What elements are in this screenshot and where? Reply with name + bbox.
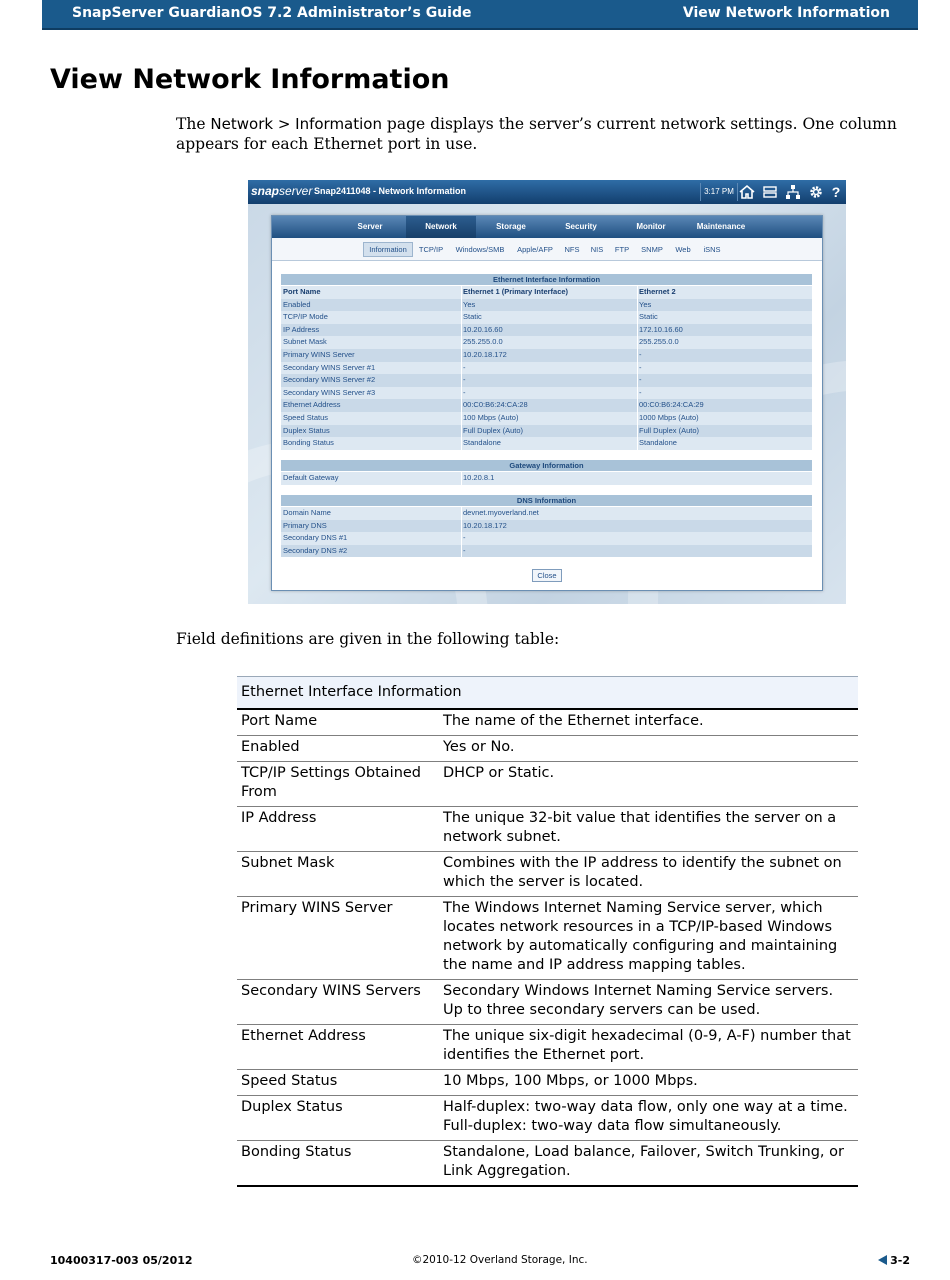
intro-menu-path: Network > Information bbox=[210, 115, 382, 133]
info-row bbox=[281, 374, 812, 387]
info-value: 172.10.16.60 bbox=[639, 324, 683, 334]
table-row bbox=[237, 1025, 858, 1070]
field-description: Standalone, Load balance, Failover, Switch Trunking, or Link Aggregation. bbox=[435, 1141, 858, 1187]
back-arrow-icon[interactable] bbox=[878, 1255, 887, 1265]
info-value: - bbox=[463, 545, 466, 555]
snapserver-logo: snapserver bbox=[251, 184, 313, 198]
info-row bbox=[281, 520, 812, 533]
guide-title: SnapServer GuardianOS 7.2 Administrator’s Guide bbox=[72, 5, 472, 21]
svg-text:?: ? bbox=[831, 184, 841, 200]
gateway-section-title: Gateway Information bbox=[281, 460, 812, 471]
subtab-isns[interactable]: iSNS bbox=[703, 245, 721, 254]
field-name: Bonding Status bbox=[237, 1141, 435, 1187]
field-name: Enabled bbox=[237, 736, 435, 762]
info-value: Static bbox=[639, 312, 658, 322]
intro-text-1: The bbox=[176, 115, 211, 133]
field-description: The Windows Internet Naming Service server, which locates network resources in a TCP/IP-based Windows network by automatically configuring and maintaining the name and IP address mapping tables. bbox=[435, 897, 858, 980]
subtab-nis[interactable]: NIS bbox=[590, 245, 604, 254]
table-row bbox=[237, 1141, 858, 1187]
info-row bbox=[281, 349, 812, 362]
info-value: 255.255.0.0 bbox=[639, 337, 679, 347]
info-value: 10.20.18.172 bbox=[463, 350, 507, 359]
info-label: Primary DNS bbox=[283, 520, 327, 530]
info-row bbox=[281, 362, 812, 375]
intro-text-2: page displays the server’s current network settings. One column appears for each Ethernet port in use. bbox=[176, 115, 897, 153]
field-description: The unique six-digit hexadecimal (0-9, A-F) number that identifies the Ethernet port. bbox=[435, 1025, 858, 1070]
gear-icon[interactable] bbox=[806, 183, 826, 201]
tab-server[interactable]: Server bbox=[357, 222, 383, 231]
info-value: Standalone bbox=[463, 438, 501, 448]
field-definitions-table bbox=[237, 676, 858, 1187]
info-value: Ethernet 2 bbox=[639, 287, 676, 296]
info-value: 100 Mbps (Auto) bbox=[463, 413, 519, 422]
subtab-windows-smb[interactable]: Windows/SMB bbox=[455, 245, 505, 254]
sub-nav bbox=[272, 238, 822, 261]
info-label: Secondary DNS #2 bbox=[283, 545, 348, 555]
footer-doc-number: 10400317-003 05/2012 bbox=[50, 1254, 193, 1267]
table-row bbox=[237, 980, 858, 1025]
info-value: - bbox=[639, 375, 642, 385]
info-label: Subnet Mask bbox=[283, 337, 327, 347]
table-row bbox=[237, 1070, 858, 1096]
table-row bbox=[237, 852, 858, 897]
tab-monitor[interactable]: Monitor bbox=[636, 222, 666, 231]
definitions-table-title: Ethernet Interface Information bbox=[237, 677, 858, 710]
subtab-ftp[interactable]: FTP bbox=[614, 245, 630, 254]
field-name: Ethernet Address bbox=[237, 1025, 435, 1070]
info-row bbox=[281, 545, 812, 558]
info-row bbox=[281, 286, 812, 299]
info-row bbox=[281, 299, 812, 312]
info-label: Port Name bbox=[283, 287, 321, 296]
tab-storage[interactable]: Storage bbox=[496, 222, 526, 231]
app-titlebar bbox=[248, 180, 846, 204]
subtab-tcpip[interactable]: TCP/IP bbox=[418, 245, 444, 254]
section-title: View Network Information bbox=[682, 5, 890, 21]
main-nav bbox=[272, 216, 822, 238]
field-name: Subnet Mask bbox=[237, 852, 435, 897]
tab-maintenance[interactable]: Maintenance bbox=[696, 222, 746, 231]
info-label: Default Gateway bbox=[283, 473, 339, 482]
table-row bbox=[237, 1096, 858, 1141]
definitions-table-header bbox=[237, 677, 858, 710]
info-label: TCP/IP Mode bbox=[283, 312, 328, 322]
info-value: - bbox=[639, 362, 642, 372]
field-name: IP Address bbox=[237, 807, 435, 852]
info-value: Standalone bbox=[639, 438, 677, 448]
info-value: - bbox=[639, 350, 642, 359]
field-name: Secondary WINS Servers bbox=[237, 980, 435, 1025]
info-label: Secondary DNS #1 bbox=[283, 533, 348, 543]
drives-icon[interactable] bbox=[760, 183, 780, 201]
info-row bbox=[281, 437, 812, 450]
info-value: 10.20.18.172 bbox=[463, 520, 507, 530]
info-value: devnet.myoverland.net bbox=[463, 508, 539, 517]
info-row bbox=[281, 412, 812, 425]
field-description: Half-duplex: two-way data flow, only one way at a time. Full-duplex: two-way data flow simultaneously. bbox=[435, 1096, 858, 1141]
info-row bbox=[281, 336, 812, 349]
field-description: 10 Mbps, 100 Mbps, or 1000 Mbps. bbox=[435, 1070, 858, 1096]
info-value: 255.255.0.0 bbox=[463, 337, 503, 347]
info-row bbox=[281, 324, 812, 337]
info-value: 10.20.8.1 bbox=[463, 473, 495, 482]
field-name: Speed Status bbox=[237, 1070, 435, 1096]
intro-paragraph bbox=[176, 114, 918, 154]
subtab-information[interactable]: Information bbox=[363, 242, 413, 257]
screenshot-network-information bbox=[248, 180, 846, 604]
info-value: - bbox=[463, 362, 466, 372]
table-row bbox=[237, 807, 858, 852]
info-value: Full Duplex (Auto) bbox=[463, 425, 524, 435]
info-label: Speed Status bbox=[283, 413, 329, 422]
dns-section-title: DNS Information bbox=[281, 495, 812, 506]
info-value: Yes bbox=[463, 299, 476, 309]
info-value: 00:C0:B6:24:CA:29 bbox=[639, 400, 704, 410]
field-description: Secondary Windows Internet Naming Service servers. Up to three secondary servers can be used. bbox=[435, 980, 858, 1025]
info-label: Domain Name bbox=[283, 508, 331, 517]
field-description: Yes or No. bbox=[435, 736, 858, 762]
info-row bbox=[281, 472, 812, 485]
field-name: Port Name bbox=[237, 709, 435, 736]
field-name: Primary WINS Server bbox=[237, 897, 435, 980]
close-button[interactable]: Close bbox=[532, 569, 562, 582]
info-row bbox=[281, 399, 812, 412]
field-name: TCP/IP Settings Obtained From bbox=[237, 762, 435, 807]
field-name: Duplex Status bbox=[237, 1096, 435, 1141]
clock-text: 3:17 PM bbox=[700, 183, 738, 201]
network-icon[interactable] bbox=[783, 183, 803, 201]
field-description: The name of the Ethernet interface. bbox=[435, 709, 858, 736]
footer-copyright: ©2010-12 Overland Storage, Inc. bbox=[412, 1254, 588, 1266]
info-label: Secondary WINS Server #1 bbox=[283, 362, 376, 372]
page-header bbox=[42, 0, 918, 30]
window-title: Snap2411048 - Network Information bbox=[314, 186, 467, 196]
info-value: 1000 Mbps (Auto) bbox=[639, 413, 699, 422]
subtab-apple-afp[interactable]: Apple/AFP bbox=[517, 245, 553, 254]
info-value: Yes bbox=[639, 299, 652, 309]
info-label: Primary WINS Server bbox=[283, 350, 355, 359]
tab-network[interactable]: Network bbox=[406, 216, 476, 238]
info-value: 10.20.16.60 bbox=[463, 324, 503, 334]
info-value: Static bbox=[463, 312, 482, 322]
info-value: 00:C0:B6:24:CA:28 bbox=[463, 400, 528, 410]
content-panel bbox=[271, 215, 823, 591]
info-label: Secondary WINS Server #3 bbox=[283, 387, 376, 397]
info-row bbox=[281, 311, 812, 324]
field-definitions-intro: Field definitions are given in the following table: bbox=[176, 630, 560, 648]
info-value: - bbox=[639, 387, 642, 397]
info-row bbox=[281, 507, 812, 520]
info-label: Secondary WINS Server #2 bbox=[283, 375, 376, 385]
info-row bbox=[281, 387, 812, 400]
table-row bbox=[237, 709, 858, 736]
info-value: - bbox=[463, 375, 466, 385]
field-description: DHCP or Static. bbox=[435, 762, 858, 807]
help-icon[interactable] bbox=[826, 183, 846, 201]
footer-page-number: 3-2 bbox=[878, 1254, 910, 1267]
field-description: The unique 32-bit value that identifies the server on a network subnet. bbox=[435, 807, 858, 852]
subtab-web[interactable]: Web bbox=[675, 245, 691, 254]
info-row bbox=[281, 425, 812, 438]
subtab-nfs[interactable]: NFS bbox=[564, 245, 580, 254]
table-row bbox=[237, 762, 858, 807]
info-label: IP Address bbox=[283, 324, 320, 334]
ethernet-section-title: Ethernet Interface Information bbox=[281, 274, 812, 285]
home-icon[interactable] bbox=[737, 183, 757, 201]
info-label: Duplex Status bbox=[283, 425, 330, 435]
table-row bbox=[237, 897, 858, 980]
info-label: Ethernet Address bbox=[283, 400, 341, 410]
info-label: Bonding Status bbox=[283, 438, 334, 448]
info-value: Full Duplex (Auto) bbox=[639, 425, 700, 435]
info-value: - bbox=[463, 533, 466, 543]
subtab-snmp[interactable]: SNMP bbox=[641, 245, 663, 254]
table-row bbox=[237, 736, 858, 762]
page-title: View Network Information bbox=[50, 64, 450, 95]
tab-security[interactable]: Security bbox=[565, 222, 597, 231]
field-description: Combines with the IP address to identify the subnet on which the server is located. bbox=[435, 852, 858, 897]
info-value: Ethernet 1 (Primary Interface) bbox=[463, 287, 569, 296]
info-row bbox=[281, 532, 812, 545]
info-value: - bbox=[463, 387, 466, 397]
info-label: Enabled bbox=[283, 299, 311, 309]
